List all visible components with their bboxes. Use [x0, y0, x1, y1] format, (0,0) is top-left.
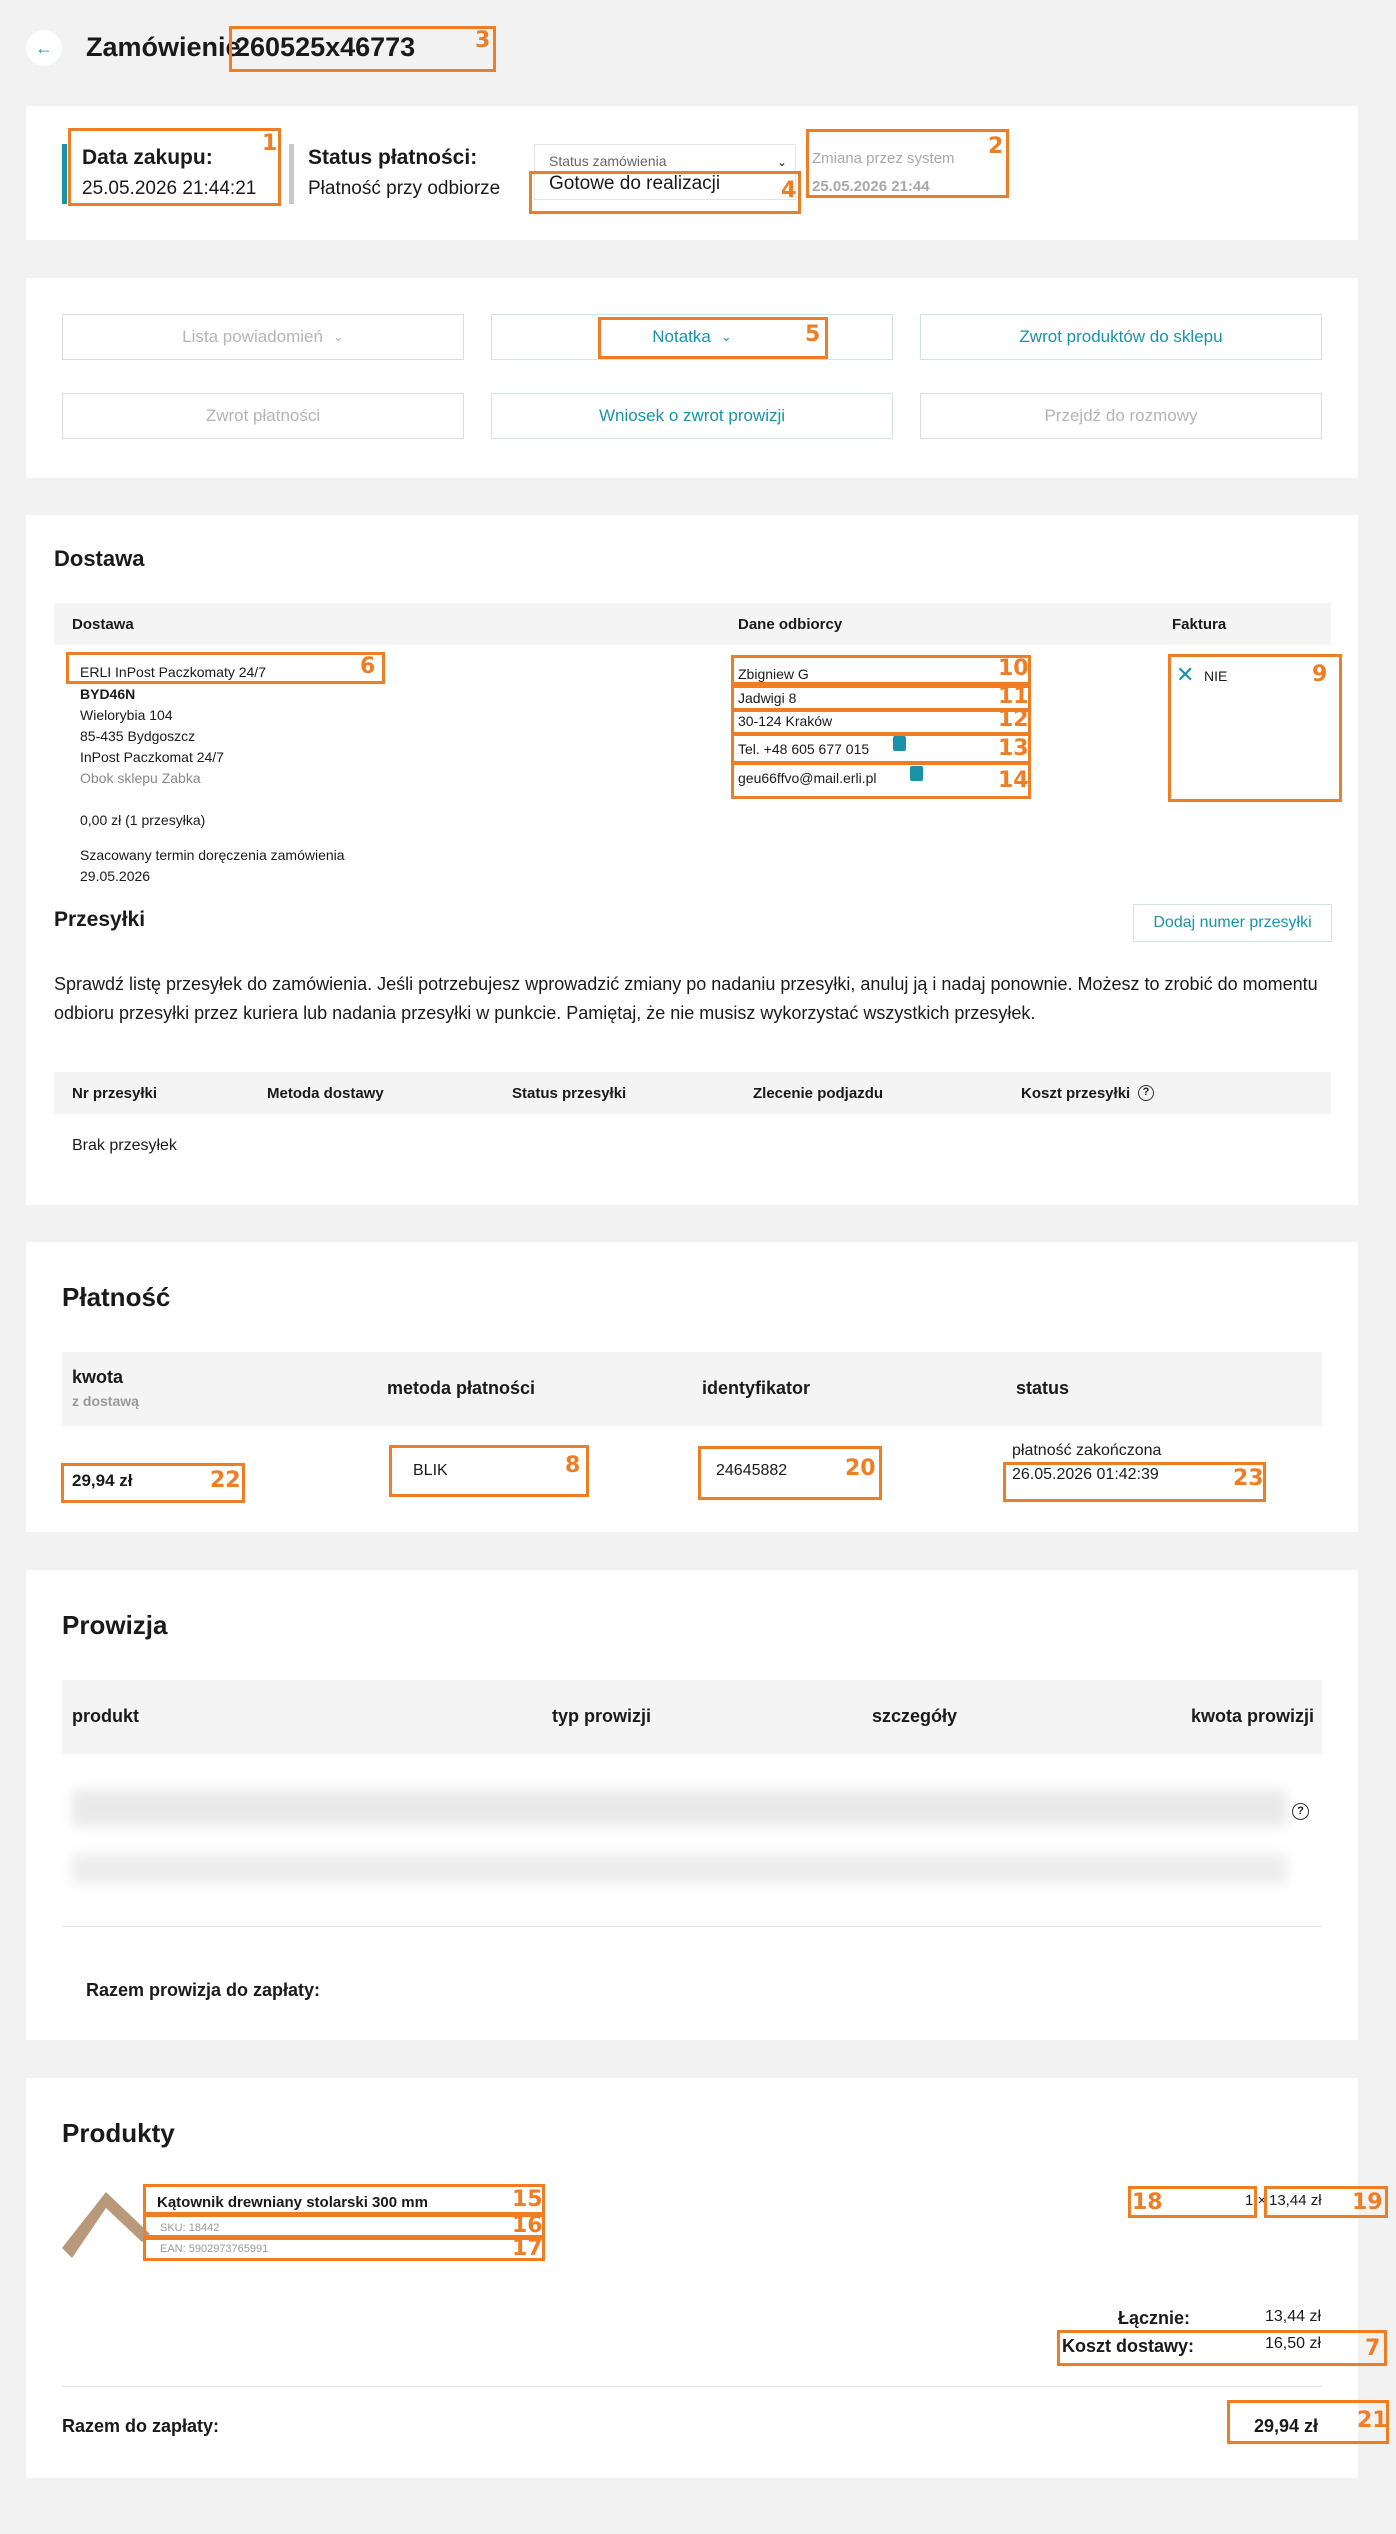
products-title: Produkty [62, 2118, 175, 2148]
recipient-name: Zbigniew G [738, 666, 809, 682]
commission-row-redacted [72, 1790, 1287, 1826]
delivery-point-code: BYD46N [80, 686, 136, 702]
payment-id: 24645882 [716, 1462, 788, 1479]
commission-refund-button[interactable]: Wniosek o zwrot prowizji [491, 393, 893, 439]
commission-title: Prowizja [62, 1610, 168, 1640]
shipments-info: Sprawdź listę przesyłek do zamówienia. Jeśli potrzebujesz wprowadzić zmiany po nadaniu przesyłki, anuluj ją i nadaj ponownie. Możesz to zrobić do momentu odbioru przesyłki przez kuriera lub nadania przesyłki w punkcie. Pamiętaj, że nie musisz wykorzystać wszystkich przesyłek. [54, 974, 1318, 1023]
col-pickup-order: Zlecenie podjazdu [753, 1085, 884, 1102]
annotation-21: 21 [1357, 2408, 1388, 2433]
chevron-down-icon: ⌄ [776, 155, 787, 169]
payment-title: Płatność [62, 1282, 171, 1312]
col-shipment-status: Status przesyłki [512, 1085, 627, 1102]
annotation-7: 7 [1365, 2336, 1381, 2361]
product-quantity: 1 × [1245, 2192, 1267, 2209]
notifications-label: Lista powiadomień [182, 327, 323, 346]
help-icon[interactable]: ? [1292, 1803, 1309, 1820]
delivery-section-title: Dostawa [54, 546, 145, 571]
annotation-box-16 [143, 2214, 545, 2238]
page-title: Zamówienie [86, 32, 241, 62]
annotation-box-3 [229, 26, 496, 72]
payment-status: płatność zakończona [1012, 1442, 1162, 1459]
purchase-date-value: 25.05.2026 21:44:21 [82, 178, 257, 199]
grand-total-value: 29,94 zł [1254, 2416, 1319, 2436]
delivery-city: 85-435 Bydgoszcz [80, 728, 196, 744]
col-amount: kwota [72, 1367, 124, 1387]
subtotal-label: Łącznie: [1118, 2308, 1191, 2328]
annotation-box-13 [731, 733, 1031, 764]
back-button[interactable] [26, 30, 62, 66]
grand-total-label: Razem do zapłaty: [62, 2416, 220, 2436]
chevron-down-icon: ⌄ [332, 329, 344, 344]
col-payment-status: status [1016, 1378, 1070, 1398]
col-commission-type: typ prowizji [552, 1706, 651, 1726]
col-shipment-method: Metoda dostawy [267, 1085, 384, 1102]
annotation-box-23 [1003, 1462, 1266, 1502]
annotation-10: 10 [998, 656, 1029, 681]
commission-divider [62, 1926, 1322, 1927]
payment-method: BLIK [413, 1462, 448, 1479]
invoice-value: NIE [1204, 668, 1228, 684]
chevron-down-icon: ⌄ [720, 329, 732, 344]
shipments-empty: Brak przesyłek [72, 1137, 177, 1154]
annotation-1: 1 [262, 131, 278, 156]
note-label: Notatka [652, 327, 711, 346]
annotation-14: 14 [998, 768, 1029, 793]
annotation-13: 13 [998, 736, 1029, 761]
subtotal-value: 13,44 zł [1265, 2308, 1322, 2325]
annotation-box-1 [68, 128, 281, 206]
delivery-point-name: InPost Paczkomat 24/7 [80, 749, 224, 765]
order-number: 260525x46773 [235, 32, 416, 62]
annotation-2: 2 [988, 134, 1004, 159]
delivery-table-header [54, 603, 1331, 645]
annotation-15: 15 [512, 2187, 543, 2212]
order-status-label: Status zamówienia [549, 153, 667, 169]
recipient-phone: Tel. +48 605 677 015 [738, 741, 870, 757]
arrow-left-icon: ← [35, 38, 53, 58]
status-change-date: 25.05.2026 21:44 [812, 178, 930, 195]
recipient-street: Jadwigi 8 [738, 690, 797, 706]
col-commission-product: produkt [72, 1706, 139, 1726]
annotation-box-10 [731, 655, 1031, 685]
refund-payment-button[interactable]: Zwrot płatności [62, 393, 464, 439]
col-shipment-cost: Koszt przesyłki [1021, 1085, 1131, 1102]
delivery-cost: 0,00 zł (1 przesyłka) [80, 812, 206, 828]
annotation-9: 9 [1312, 662, 1328, 687]
annotation-18: 18 [1132, 2190, 1163, 2215]
product-image [62, 2190, 150, 2258]
col-commission-amount: kwota prowizji [1191, 1706, 1315, 1726]
annotation-6: 6 [360, 654, 376, 679]
status-change-label: Zmiana przez system [812, 150, 955, 167]
annotation-box-2 [806, 129, 1009, 198]
delivery-point-note: Obok sklepu Zabka [80, 770, 201, 786]
annotation-4: 4 [781, 178, 797, 203]
notifications-button[interactable] [62, 314, 464, 360]
annotation-box-4 [529, 171, 801, 214]
shipping-cost-label: Koszt dostawy: [1062, 2336, 1195, 2356]
payment-status-label: Status płatności: [308, 146, 478, 169]
annotation-box-7 [1057, 2330, 1387, 2366]
annotation-3: 3 [475, 28, 491, 53]
col-amount-sub: z dostawą [72, 1393, 139, 1409]
col-recipient: Dane odbiorcy [738, 616, 843, 633]
shipping-cost-value: 16,50 zł [1265, 2335, 1322, 2352]
col-delivery: Dostawa [72, 616, 134, 633]
annotation-box-8 [389, 1445, 589, 1497]
annotation-box-12 [731, 708, 1031, 735]
recipient-email: geu66ffvo@mail.erli.pl [738, 770, 877, 786]
annotation-20: 20 [845, 1456, 876, 1481]
annotation-19: 19 [1352, 2190, 1383, 2215]
add-shipment-button[interactable]: Dodaj numer przesyłki [1133, 904, 1332, 942]
payment-status-date: 26.05.2026 01:42:39 [1012, 1466, 1159, 1483]
purchase-date-label: Data zakupu: [82, 146, 213, 169]
annotation-11: 11 [998, 684, 1029, 709]
product-ean: EAN: 5902973765991 [160, 2243, 269, 2255]
go-to-chat-button[interactable]: Przejdź do rozmowy [920, 393, 1322, 439]
payment-amount: 29,94 zł [72, 1471, 133, 1490]
close-icon: ✕ [1176, 662, 1195, 687]
col-shipment-number: Nr przesyłki [72, 1085, 158, 1102]
col-invoice: Faktura [1172, 616, 1227, 633]
actions-card [26, 278, 1358, 478]
annotation-17: 17 [512, 2236, 543, 2261]
payment-status-divider [289, 144, 294, 204]
annotation-box-15 [143, 2184, 545, 2215]
annotation-8: 8 [565, 1453, 581, 1478]
order-status-value: Gotowe do realizacji [549, 173, 721, 194]
col-payment-method: metoda płatności [387, 1378, 536, 1398]
col-commission-details: szczegóły [872, 1706, 958, 1726]
recipient-city: 30-124 Kraków [738, 713, 833, 729]
annotation-16: 16 [512, 2213, 543, 2238]
return-products-button[interactable]: Zwrot produktów do sklepu [920, 314, 1322, 360]
commission-row-redacted [72, 1854, 1287, 1884]
delivery-eta-label: Szacowany termin doręczenia zamówienia [80, 847, 345, 863]
col-payment-id: identyfikator [702, 1378, 811, 1398]
product-name: Kątownik drewniany stolarski 300 mm [157, 2194, 428, 2211]
help-icon[interactable]: ? [1138, 1085, 1154, 1101]
annotation-box-14 [731, 762, 1031, 799]
delivery-street: Wielorybia 104 [80, 707, 173, 723]
annotation-23: 23 [1233, 1466, 1264, 1491]
annotation-22: 22 [210, 1468, 241, 1493]
commission-total-label: Razem prowizja do zapłaty: [86, 1980, 321, 2000]
annotation-box-5 [598, 317, 828, 359]
annotation-5: 5 [805, 322, 821, 347]
payment-status-value: Płatność przy odbiorze [308, 178, 501, 199]
payment-table-header [62, 1352, 1322, 1426]
products-divider [62, 2386, 1322, 2387]
product-sku: SKU: 18442 [160, 2222, 220, 2234]
annotation-box-17 [143, 2237, 545, 2261]
shipments-title: Przesyłki [54, 908, 146, 931]
commission-table-header [62, 1680, 1322, 1754]
products-card [26, 2078, 1358, 2478]
annotation-12: 12 [998, 707, 1029, 732]
annotation-box-6 [66, 652, 385, 684]
product-price: 13,44 zł [1269, 2192, 1322, 2209]
date-accent-bar [62, 144, 67, 204]
delivery-eta-date: 29.05.2026 [80, 868, 151, 884]
delivery-method: ERLI InPost Paczkomaty 24/7 [80, 664, 266, 680]
